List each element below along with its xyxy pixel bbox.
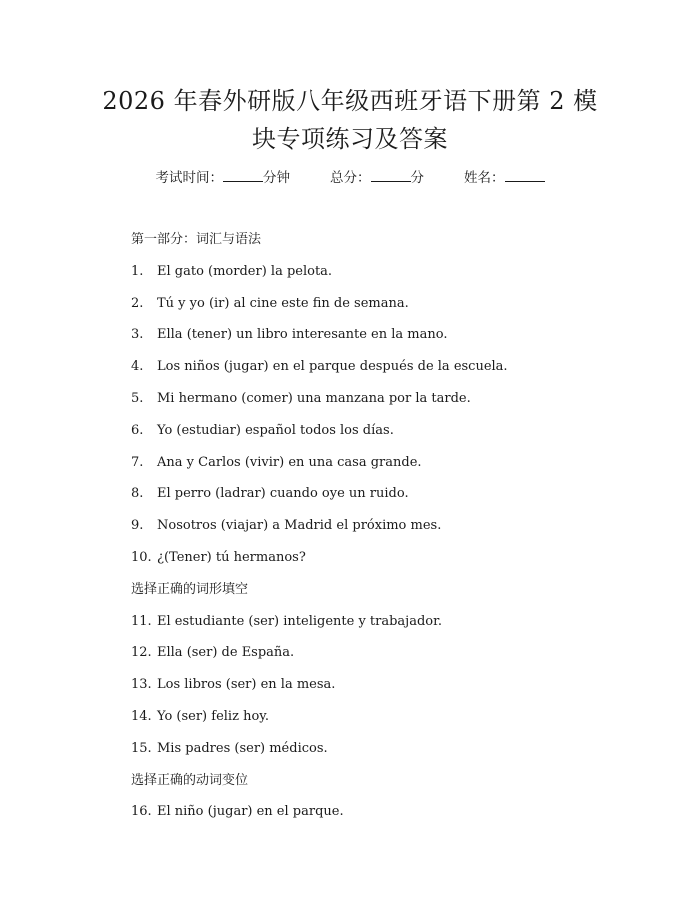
- question-number: 2.: [131, 295, 144, 311]
- question-item: [131, 516, 651, 548]
- question-item: [131, 453, 651, 485]
- question-item: [131, 675, 651, 707]
- question-item: [131, 357, 651, 389]
- question-number: 14.: [131, 708, 152, 724]
- title-line-2: 块专项练习及答案: [252, 125, 448, 153]
- question-number: 3.: [131, 327, 144, 343]
- question-item: [131, 802, 651, 834]
- question-number: 1.: [131, 263, 144, 279]
- question-number: 8.: [131, 486, 144, 502]
- time-blank: [223, 169, 263, 182]
- question-item: [131, 548, 651, 580]
- question-text: El niño (jugar) en el parque.: [157, 804, 344, 820]
- question-text: Ana y Carlos (vivir) en una casa grande.: [157, 454, 422, 470]
- question-item: [131, 707, 651, 739]
- time-unit: 分钟: [263, 170, 290, 186]
- question-number: 5.: [131, 390, 144, 406]
- question-number: 15.: [131, 740, 152, 756]
- question-number: 9.: [131, 518, 144, 534]
- question-text: Ella (tener) un libro interesante en la mano.: [157, 327, 448, 343]
- name-label: 姓名：: [464, 170, 505, 186]
- question-item: [131, 484, 651, 516]
- question-number: 16.: [131, 804, 152, 820]
- score-unit: 分: [410, 170, 424, 186]
- title-line-1: 2026 年春外研版八年级西班牙语下册第 2 模: [102, 87, 598, 115]
- exam-time: [156, 169, 291, 187]
- question-text: El gato (morder) la pelota.: [157, 263, 333, 279]
- score-label: 总分：: [330, 170, 371, 186]
- name-blank: [505, 169, 545, 182]
- document-title: [60, 82, 640, 158]
- question-text: Los libros (ser) en la mesa.: [157, 677, 336, 693]
- question-item: [131, 612, 651, 644]
- question-item: [131, 294, 651, 326]
- question-number: 4.: [131, 359, 144, 375]
- exercise-content: [131, 230, 651, 834]
- question-item: [131, 643, 651, 675]
- question-number: 13.: [131, 677, 152, 693]
- question-text: Los niños (jugar) en el parque después de la escuela.: [157, 359, 508, 375]
- exam-score: [330, 169, 424, 187]
- question-item: [131, 421, 651, 453]
- question-text: Mi hermano (comer) una manzana por la tarde.: [157, 390, 471, 406]
- question-item: [131, 262, 651, 294]
- question-item: [131, 739, 651, 771]
- question-text: El estudiante (ser) inteligente y trabajador.: [157, 613, 443, 629]
- question-number: 11.: [131, 613, 152, 629]
- question-text: El perro (ladrar) cuando oye un ruido.: [157, 486, 409, 502]
- question-item: [131, 325, 651, 357]
- section-heading: 选择正确的词形填空: [131, 581, 249, 597]
- question-text: Nosotros (viajar) a Madrid el próximo mes.: [157, 518, 442, 534]
- exam-meta: [0, 169, 700, 187]
- question-number: 7.: [131, 454, 144, 470]
- question-text: Yo (ser) feliz hoy.: [157, 708, 270, 724]
- question-item: [131, 389, 651, 421]
- section-heading: 选择正确的动词变位: [131, 772, 249, 788]
- question-text: Ella (ser) de España.: [157, 645, 295, 661]
- question-number: 6.: [131, 422, 144, 438]
- time-label: 考试时间：: [155, 170, 223, 186]
- section-heading: 第一部分：词汇与语法: [131, 232, 262, 247]
- score-blank: [371, 169, 411, 182]
- question-text: ¿(Tener) tú hermanos?: [157, 549, 306, 565]
- question-number: 12.: [131, 645, 152, 661]
- question-number: 10.: [131, 549, 152, 565]
- question-text: Tú y yo (ir) al cine este fin de semana.: [157, 295, 409, 311]
- question-text: Yo (estudiar) español todos los días.: [157, 422, 394, 438]
- exam-name: [464, 169, 545, 187]
- question-text: Mis padres (ser) médicos.: [157, 740, 328, 756]
